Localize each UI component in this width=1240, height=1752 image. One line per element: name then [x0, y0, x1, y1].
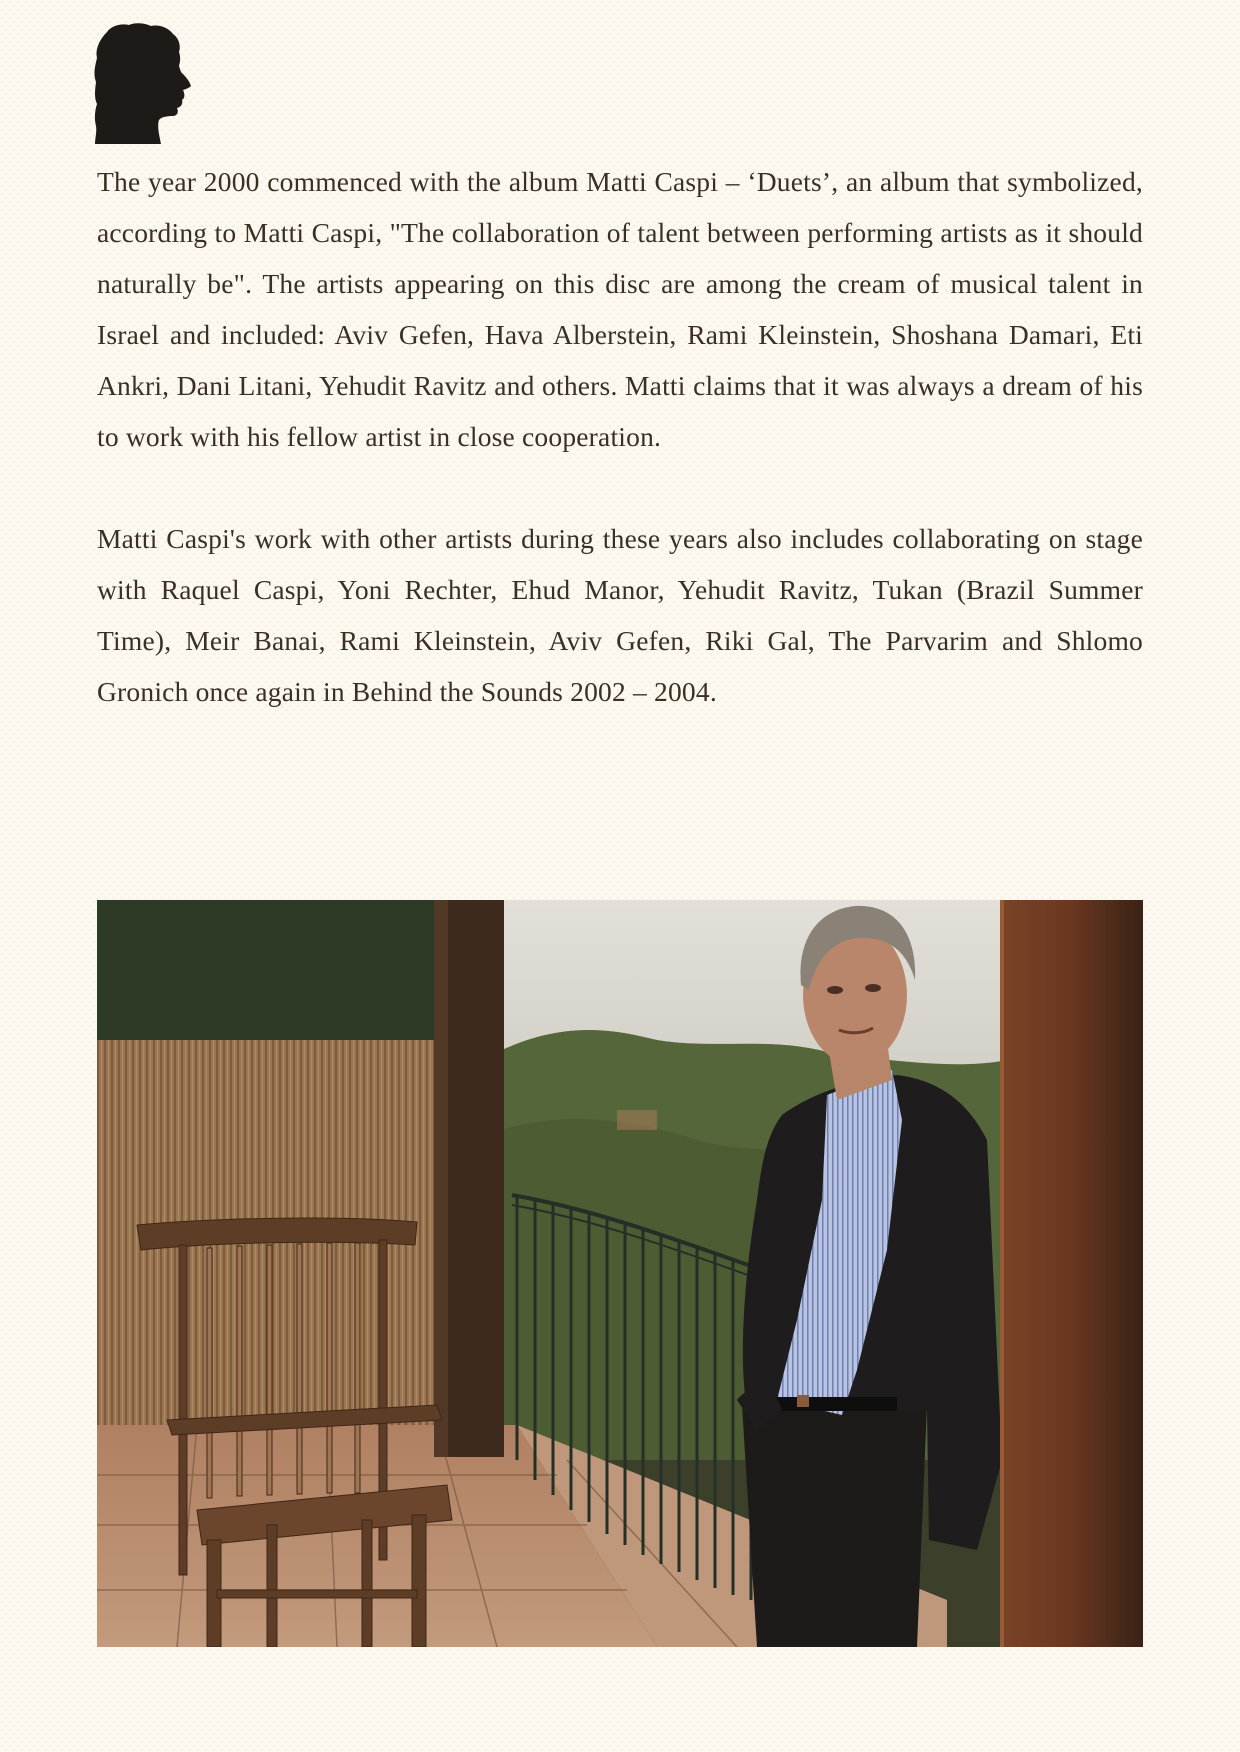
- paragraph-collaborations: Matti Caspi's work with other artists during these years also includes collaborating on stage with Raquel Caspi, Yoni Rechter, Ehud Manor, Yehudit Ravitz, Tukan (Brazil Summer Time), Meir Banai, Rami Kleinstein, Aviv Gefen, Riki Gal, The Parvarim and Shlomo Gronich once again in Behind the Sounds 2002 – 2004.: [97, 523, 1143, 707]
- article-text: [97, 156, 1143, 717]
- head-silhouette-icon: [93, 22, 197, 144]
- paragraph-duets: The year 2000 commenced with the album Matti Caspi – ‘Duets’, an album that symbolized, according to Matti Caspi, "The collaboration of talent between performing artists as it should naturally be". The artists appearing on this disc are among the cream of musical talent in Israel and included: Aviv Gefen, Hava Alberstein, Rami Kleinstein, Shoshana Damari, Eti Ankri, Dani Litani, Yehudit Ravitz and others. Matti claims that it was always a dream of his to work with his fellow artist in close cooperation.: [97, 166, 1143, 452]
- photo-man-on-porch: [97, 900, 1143, 1647]
